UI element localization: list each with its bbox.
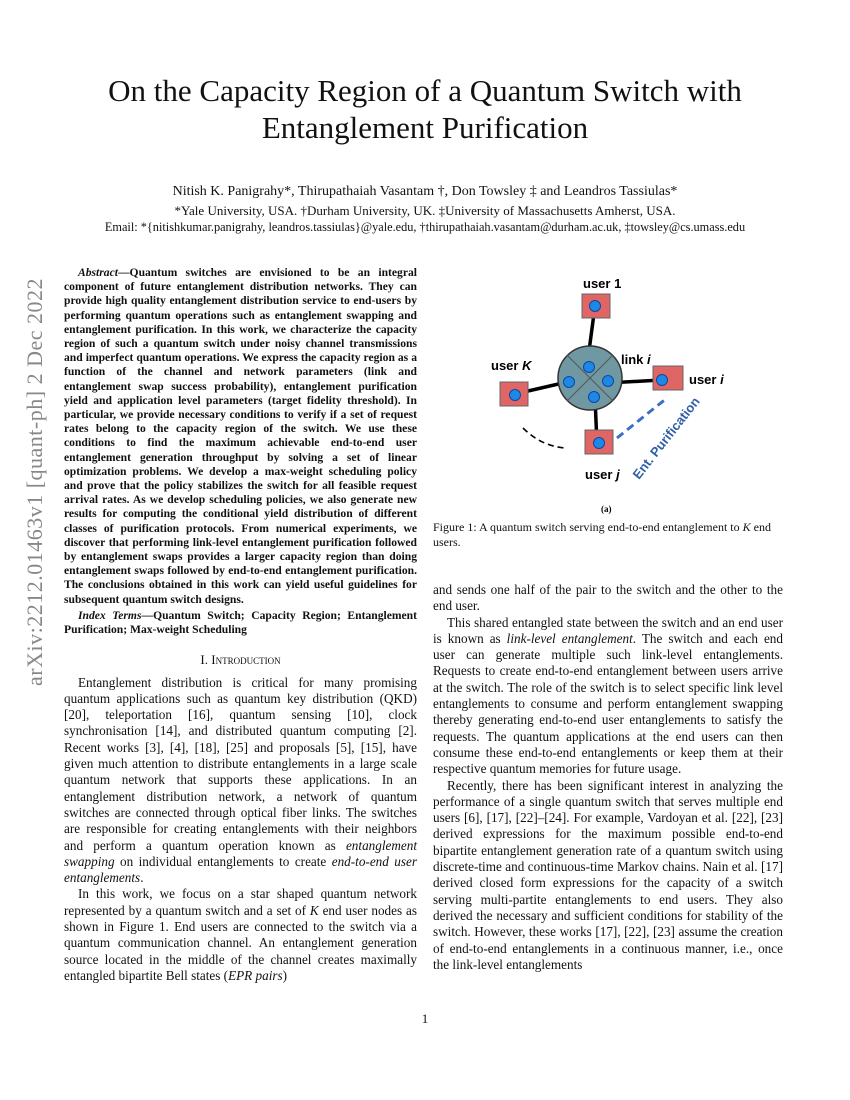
authors: Nitish K. Panigrahy*, Thirupathaiah Vasantam †, Don Towsley ‡ and Leandros Tassiulas* (172, 184, 678, 199)
switch-qubit-right (603, 376, 614, 387)
title-line-1: On the Capacity Region of a Quantum Switch with (108, 73, 742, 108)
intro-paragraph-2: In this work, we focus on a star shaped quantum network represented by a quantum switch and a set of K end user nodes as shown in Figure 1. End users are connected to the switch via a quantum communication channel. An entanglement generation source located in the middle of the channel creates maximally entangled bipartite Bell states (EPR pairs) (64, 886, 417, 983)
abstract-text: —Quantum switches are envisioned to be an integral component of future entanglement distribution networks. They can provide high quality entanglement distribution service to end-users by performing quantum operations such as entanglement swapping and entanglement purification. In this work, we characterize the capacity region of such a quantum switch under noisy channel transmissions and imperfect quantum operations. We express the capacity region as a function of the channel and network parameters (link and entanglement swap success probability), entanglement purification yield and application level parameters (target fidelity threshold). In particular, we provide necessary conditions to verify if a set of request rates belong to the capacity region of the switch. We use these conditions to find the maximum achievable end-to-end user entanglement generation throughput by solving a set of linear optimization problems. We develop a max-weight scheduling policy and prove that the policy stabilizes the switch for all feasible request arrival rates. As we develop scheduling policies, we also generate new results for computing the conditional yield distribution of different classes of purification protocols. From numerical experiments, we discover that performing link-level entanglement purification followed by entanglement swaps provides a larger capacity region than doing entanglement swaps followed by end-to-end entanglement purification. The conclusions obtained in this work can yield useful guidelines for subsequent quantum switch designs. (64, 266, 417, 606)
section-title: Introduction (211, 652, 281, 668)
switch-qubit-bottom (589, 392, 600, 403)
abstract-label: Abstract (78, 266, 118, 279)
arxiv-identifier: arXiv:2212.01463v1 [quant-ph] 2 Dec 2022 (22, 278, 47, 686)
quantum-switch-diagram (433, 268, 785, 518)
emails: Email: *{nitishkumar.panigrahy, leandros.tassiulas}@yale.edu, †thirupathaiah.vasantam@durham.ac.uk, ‡towsley@cs.umass.edu (104, 220, 746, 234)
label-user-i: user i (689, 372, 724, 387)
intro-paragraph-1: Entanglement distribution is critical for many promising quantum applications such as quantum key distribution (QKD) [20], teleportation [16], quantum sensing [10], clock synchronisation [14], and distributed quantum computing [2]. Recent works [3], [4], [18], [25] and proposals [5], [15], have given much attention to distribute entanglements in a large scale quantum network that supports these applications. In an entanglement distribution network, a network of quantum switches are connected through optical fiber links. The switches are responsible for creating entanglements with their neighbors and perform a quantum operation known as entanglement swapping on individual entanglements to create end-to-end user entanglements. (64, 674, 418, 886)
index-terms-label: Index Terms (78, 608, 142, 622)
section-heading (64, 652, 417, 668)
index-terms (64, 609, 417, 637)
user-j-node (585, 430, 613, 454)
right-paragraph-3: Recently, there has been significant interest in analyzing the performance of a single quantum switch that serves multiple end users [6], [17], [22]–[24]. For example, Vardoyan et al. [22], [23] derived expressions for the maximum possible end-to-end bipartite entanglement generation rate of a quantum switch using discrete-time and continuous-time Markov chains. Nain et al. [17] derived closed form expressions for the capacity of a switch serving multi-partite entanglements to end users. They also derived the necessary and sufficient conditions for stability of the switch. However, these works [17], [22], [23] assume the creation of end-to-end entanglements in a continuous manner, i.e., once the link-level entanglements (433, 777, 783, 972)
section-number: I. (200, 652, 208, 668)
figure-caption: Figure 1: A quantum switch serving end-to-end entanglement to K end users. (433, 520, 771, 549)
user-K-node (500, 382, 528, 406)
dashed-arc (523, 428, 565, 448)
index-terms-text: —Quantum Switch; Capacity Region; Entanglement Purification; Max-weight Scheduling (64, 608, 417, 637)
right-column (433, 582, 783, 973)
figure-1 (433, 268, 785, 518)
label-user-j: user j (585, 467, 620, 482)
right-paragraph-2: This shared entangled state between the switch and an end user is known as link-level entanglement. The switch and each end user can generate multiple such link-level entanglements. Requests to create end-to-end entanglement between users arrive at the switch. The role of the switch is to select specific link level entanglements to consume and perform entanglement swapping thereby generating end-to-end user entanglements to satisfy the requests. The quantum applications at the end users can then consume these end-to-end entanglements or keep them at their respective quantum memories for future usage. (433, 614, 783, 777)
label-user-K: user K (491, 358, 532, 373)
purification-line (617, 398, 667, 438)
label-link-i: link i (621, 352, 651, 367)
arxiv-sidebar (14, 258, 56, 706)
right-paragraph-1: and sends one half of the pair to the switch and the other to the end user. (433, 582, 783, 614)
affiliations: *Yale University, USA. †Durham University, UK. ‡University of Massachusetts Amherst, USA. (174, 203, 676, 218)
label-ent-purification: Ent. Purification (629, 394, 703, 482)
left-column (64, 266, 417, 984)
user-i-node (653, 366, 683, 390)
abstract (64, 266, 417, 607)
paper-title (60, 72, 790, 146)
quantum-switch (558, 346, 622, 410)
page-number: 1 (421, 1011, 429, 1026)
switch-qubit-left (564, 377, 575, 388)
label-user-1: user 1 (583, 276, 622, 291)
user-1-node (582, 294, 610, 318)
figure-sublabel: (a) (601, 504, 612, 514)
title-line-2: Entanglement Purification (261, 110, 589, 145)
switch-qubit-top (584, 362, 595, 373)
